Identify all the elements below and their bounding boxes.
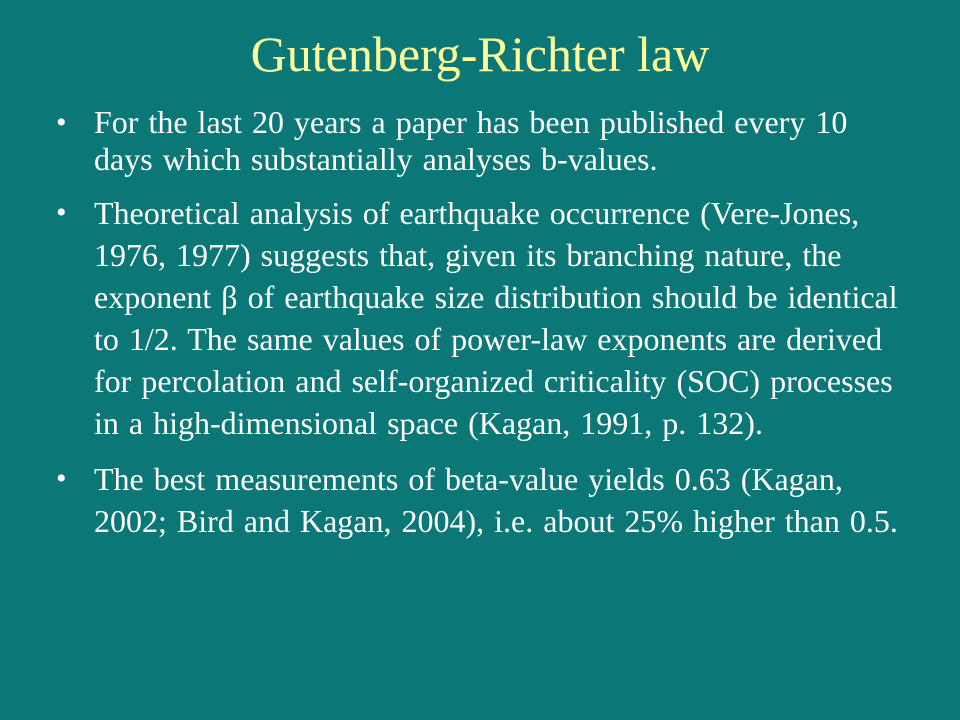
bullet-marker: • [56,106,67,139]
bullet-marker: • [56,196,67,229]
bullet-marker: • [56,462,67,495]
bullet-item [52,104,902,178]
bullet-text: The best measurements of beta-value yields 0.63 (Kagan, 2002; Bird and Kagan, 2004), i.e. about 25% higher than 0.5. [94,461,898,539]
bullet-text: For the last 20 years a paper has been published every 10 days which substantially analyses b-values. [94,104,848,177]
bullet-item [52,192,902,444]
bullet-item [52,458,902,542]
bullet-text: Theoretical analysis of earthquake occurrence (Vere-Jones, 1976, 1977) suggests that, given its branching nature, the exponent β of earthquake size distribution should be identical to 1/2. The same values of power-law exponents are derived for percolation and self-organized criticality (SOC) processes in a high-dimensional space (Kagan, 1991, p. 132). [94,195,898,441]
bullet-list [52,104,902,556]
slide-title: Gutenberg-Richter law [250,26,710,82]
